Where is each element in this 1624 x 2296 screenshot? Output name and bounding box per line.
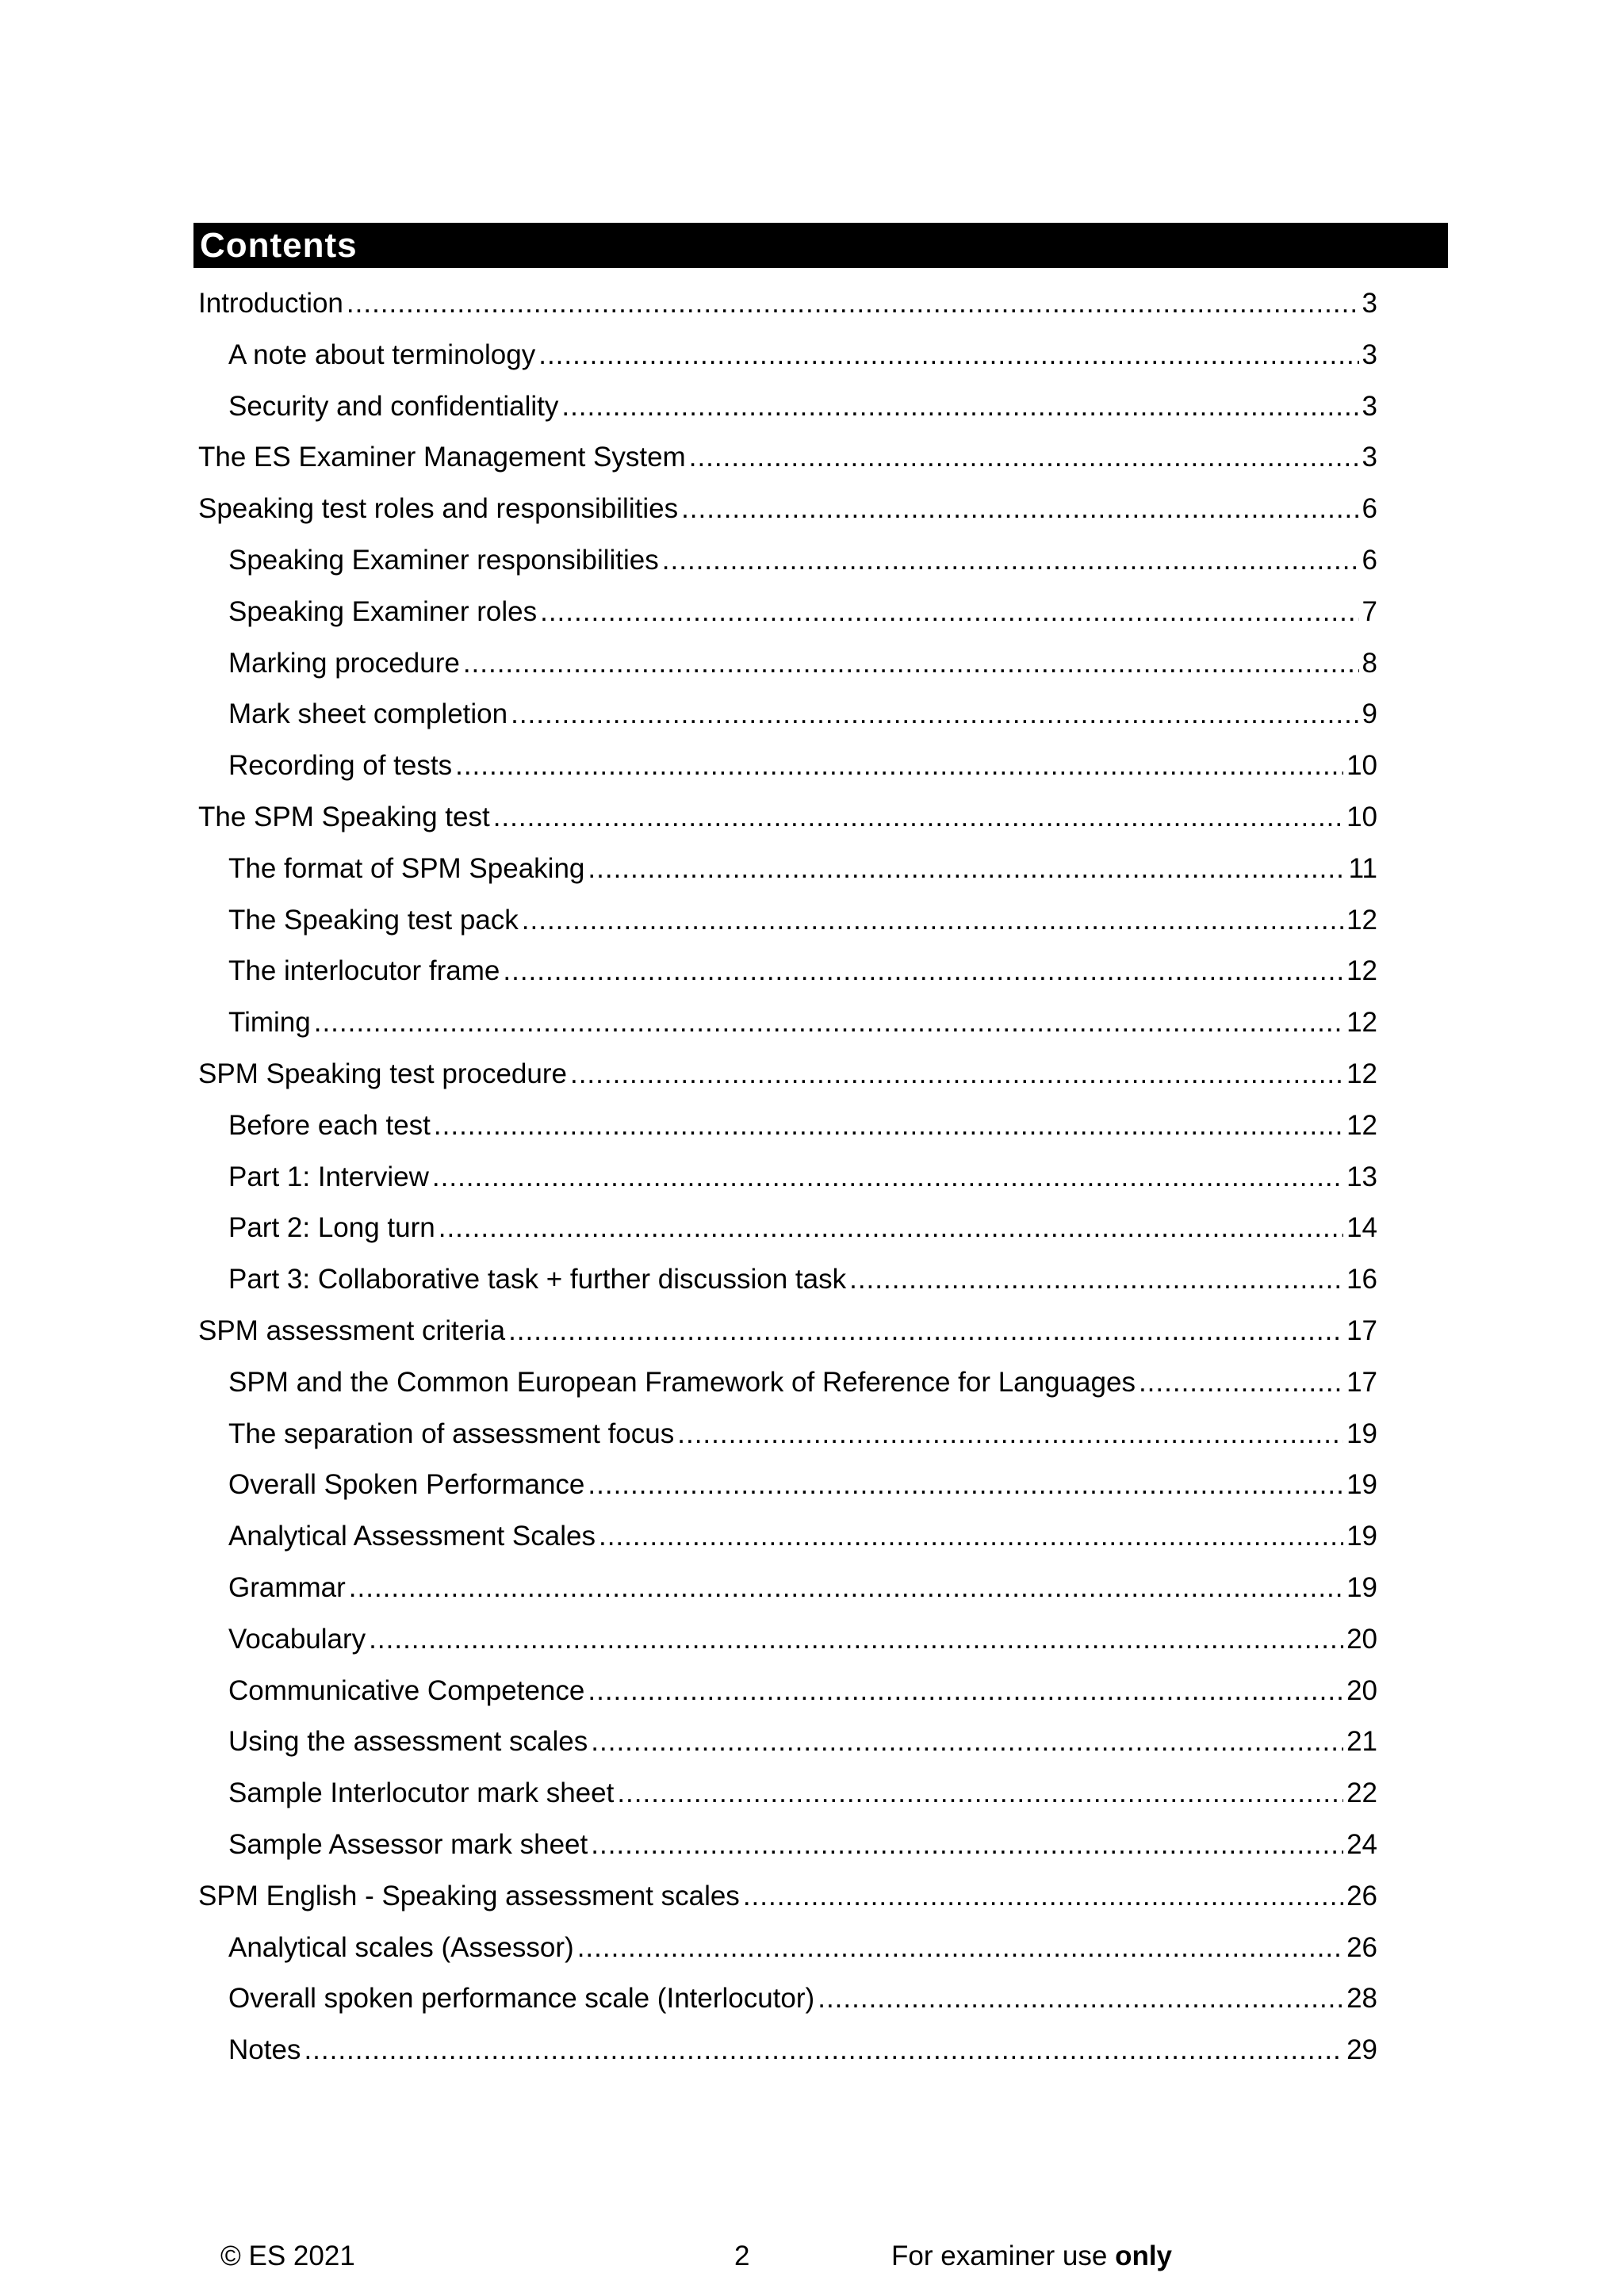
toc-entry-page-number: 7 bbox=[1362, 595, 1377, 627]
toc-entry-page-number: 6 bbox=[1362, 544, 1377, 576]
toc-entry-title: SPM Speaking test procedure bbox=[198, 1058, 567, 1089]
table-of-contents bbox=[198, 278, 1377, 2076]
toc-entry-title: Recording of tests bbox=[228, 750, 453, 782]
toc-entry[interactable] bbox=[198, 1614, 1377, 1666]
toc-entry[interactable] bbox=[198, 1666, 1377, 1717]
toc-entry-title: Sample Interlocutor mark sheet bbox=[228, 1777, 615, 1809]
toc-entry-page-number: 26 bbox=[1346, 1880, 1377, 1911]
toc-entry-title: Grammar bbox=[228, 1571, 346, 1603]
toc-entry[interactable] bbox=[198, 997, 1377, 1049]
toc-dot-leader bbox=[662, 535, 1359, 587]
toc-dot-leader bbox=[577, 1923, 1343, 1974]
toc-entry-title: SPM and the Common European Framework of Reference for Languages bbox=[228, 1366, 1136, 1398]
toc-dot-leader bbox=[849, 1254, 1343, 1306]
contents-heading: Contents bbox=[200, 226, 358, 265]
toc-entry[interactable] bbox=[198, 1820, 1377, 1871]
toc-dot-leader bbox=[570, 1049, 1343, 1100]
toc-dot-leader bbox=[591, 1716, 1343, 1768]
toc-dot-leader bbox=[588, 1666, 1343, 1717]
toc-entry[interactable] bbox=[198, 381, 1377, 433]
toc-entry[interactable] bbox=[198, 1973, 1377, 2025]
toc-entry[interactable] bbox=[198, 1923, 1377, 1974]
toc-entry-title: Before each test bbox=[228, 1109, 431, 1141]
toc-entry-title: Sample Assessor mark sheet bbox=[228, 1828, 588, 1860]
toc-entry[interactable] bbox=[198, 895, 1377, 947]
toc-entry-title: Vocabulary bbox=[228, 1623, 366, 1655]
toc-entry-title: The Speaking test pack bbox=[228, 904, 519, 936]
toc-entry-title: Speaking Examiner roles bbox=[228, 595, 538, 627]
toc-entry-title: Notes bbox=[228, 2034, 301, 2066]
toc-entry[interactable] bbox=[198, 740, 1377, 792]
toc-entry[interactable] bbox=[198, 1203, 1377, 1254]
toc-entry[interactable] bbox=[198, 1254, 1377, 1306]
toc-entry-title: Security and confidentiality bbox=[228, 390, 559, 422]
toc-entry[interactable] bbox=[198, 946, 1377, 997]
toc-entry-page-number: 22 bbox=[1346, 1777, 1377, 1809]
toc-entry[interactable] bbox=[198, 1409, 1377, 1460]
toc-entry[interactable] bbox=[198, 792, 1377, 844]
toc-dot-leader bbox=[617, 1768, 1343, 1820]
toc-entry[interactable] bbox=[198, 1460, 1377, 1511]
toc-entry-title: Timing bbox=[228, 1007, 311, 1039]
toc-entry-page-number: 26 bbox=[1346, 1931, 1377, 1963]
toc-dot-leader bbox=[743, 1871, 1343, 1923]
toc-dot-leader bbox=[588, 1460, 1343, 1511]
toc-dot-leader bbox=[432, 1152, 1343, 1203]
toc-entry[interactable] bbox=[198, 432, 1377, 484]
toc-entry-title: Using the assessment scales bbox=[228, 1726, 588, 1758]
toc-dot-leader bbox=[591, 1820, 1343, 1871]
toc-entry[interactable] bbox=[198, 587, 1377, 638]
toc-entry[interactable] bbox=[198, 484, 1377, 535]
toc-dot-leader bbox=[599, 1511, 1343, 1563]
toc-entry[interactable] bbox=[198, 1357, 1377, 1409]
toc-dot-leader bbox=[588, 844, 1345, 895]
toc-entry[interactable] bbox=[198, 278, 1377, 330]
toc-dot-leader bbox=[538, 330, 1358, 381]
toc-entry-title: Mark sheet completion bbox=[228, 698, 508, 730]
toc-entry-title: Overall spoken performance scale (Interlocutor) bbox=[228, 1983, 815, 2015]
toc-entry-page-number: 11 bbox=[1348, 852, 1377, 884]
toc-entry-page-number: 17 bbox=[1346, 1366, 1377, 1398]
toc-entry[interactable] bbox=[198, 1511, 1377, 1563]
toc-entry-title: Marking procedure bbox=[228, 647, 460, 679]
toc-entry-title: Part 2: Long turn bbox=[228, 1212, 435, 1244]
toc-entry-page-number: 13 bbox=[1346, 1161, 1377, 1192]
toc-dot-leader bbox=[455, 740, 1343, 792]
toc-dot-leader bbox=[349, 1563, 1343, 1614]
toc-entry-page-number: 16 bbox=[1346, 1264, 1377, 1295]
toc-entry-page-number: 17 bbox=[1346, 1314, 1377, 1346]
toc-entry-page-number: 12 bbox=[1346, 904, 1377, 936]
toc-entry-title: Speaking Examiner responsibilities bbox=[228, 544, 659, 576]
toc-entry-page-number: 12 bbox=[1346, 1007, 1377, 1039]
toc-dot-leader bbox=[503, 946, 1343, 997]
toc-entry-page-number: 14 bbox=[1346, 1212, 1377, 1244]
toc-dot-leader bbox=[1139, 1357, 1343, 1409]
toc-entry-title: Analytical scales (Assessor) bbox=[228, 1931, 574, 1963]
toc-entry-title: SPM English - Speaking assessment scales bbox=[198, 1880, 740, 1911]
toc-entry-page-number: 19 bbox=[1346, 1571, 1377, 1603]
toc-entry[interactable] bbox=[198, 1306, 1377, 1357]
toc-dot-leader bbox=[681, 484, 1358, 535]
toc-entry-title: Part 1: Interview bbox=[228, 1161, 429, 1192]
toc-dot-leader bbox=[463, 638, 1359, 690]
toc-entry-page-number: 12 bbox=[1346, 1058, 1377, 1089]
toc-entry-page-number: 10 bbox=[1346, 750, 1377, 782]
footer-page-number: 2 bbox=[734, 2241, 750, 2271]
toc-entry-title: Overall Spoken Performance bbox=[228, 1469, 585, 1501]
toc-dot-leader bbox=[540, 587, 1358, 638]
toc-dot-leader bbox=[439, 1203, 1343, 1254]
toc-entry[interactable] bbox=[198, 1100, 1377, 1152]
toc-entry[interactable] bbox=[198, 535, 1377, 587]
toc-entry[interactable] bbox=[198, 1563, 1377, 1614]
toc-entry-title: Part 3: Collaborative task + further discussion task bbox=[228, 1264, 847, 1295]
toc-dot-leader bbox=[434, 1100, 1343, 1152]
toc-entry-title: The ES Examiner Management System bbox=[198, 442, 686, 473]
toc-entry-title: A note about terminology bbox=[228, 339, 536, 370]
toc-entry-page-number: 8 bbox=[1362, 647, 1377, 679]
contents-heading-bar bbox=[193, 223, 1448, 268]
toc-entry-page-number: 3 bbox=[1362, 442, 1377, 473]
toc-entry[interactable] bbox=[198, 1716, 1377, 1768]
toc-entry-page-number: 19 bbox=[1346, 1469, 1377, 1501]
toc-dot-leader bbox=[493, 792, 1343, 844]
toc-entry[interactable] bbox=[198, 638, 1377, 690]
toc-entry-title: Introduction bbox=[198, 288, 343, 319]
toc-entry-page-number: 3 bbox=[1362, 339, 1377, 370]
toc-entry-page-number: 20 bbox=[1346, 1674, 1377, 1706]
toc-entry[interactable] bbox=[198, 844, 1377, 895]
toc-entry[interactable] bbox=[198, 1152, 1377, 1203]
toc-dot-leader bbox=[677, 1409, 1343, 1460]
toc-dot-leader bbox=[304, 2025, 1343, 2076]
toc-entry-page-number: 12 bbox=[1346, 955, 1377, 987]
toc-entry-page-number: 10 bbox=[1346, 801, 1377, 832]
toc-entry-page-number: 3 bbox=[1362, 390, 1377, 422]
toc-entry-page-number: 19 bbox=[1346, 1418, 1377, 1449]
toc-dot-leader bbox=[314, 997, 1343, 1049]
footer-usage-note-text: For examiner use bbox=[891, 2241, 1116, 2271]
toc-entry-title: Communicative Competence bbox=[228, 1674, 585, 1706]
toc-entry[interactable] bbox=[198, 330, 1377, 381]
toc-entry[interactable] bbox=[198, 1049, 1377, 1100]
toc-entry-page-number: 24 bbox=[1346, 1828, 1377, 1860]
toc-entry[interactable] bbox=[198, 1768, 1377, 1820]
toc-entry-title: Speaking test roles and responsibilities bbox=[198, 493, 679, 525]
toc-dot-leader bbox=[511, 689, 1358, 740]
toc-entry[interactable] bbox=[198, 2025, 1377, 2076]
toc-entry-page-number: 12 bbox=[1346, 1109, 1377, 1141]
toc-entry-page-number: 6 bbox=[1362, 493, 1377, 525]
toc-entry-page-number: 21 bbox=[1346, 1726, 1377, 1758]
toc-entry[interactable] bbox=[198, 689, 1377, 740]
toc-entry-title: The SPM Speaking test bbox=[198, 801, 490, 832]
toc-entry-page-number: 20 bbox=[1346, 1623, 1377, 1655]
toc-dot-leader bbox=[561, 381, 1358, 433]
toc-entry-page-number: 29 bbox=[1346, 2034, 1377, 2066]
toc-entry-title: The separation of assessment focus bbox=[228, 1418, 675, 1449]
toc-entry-page-number: 19 bbox=[1346, 1521, 1377, 1552]
toc-entry-page-number: 3 bbox=[1362, 288, 1377, 319]
toc-entry-title: The format of SPM Speaking bbox=[228, 852, 585, 884]
toc-entry-page-number: 9 bbox=[1362, 698, 1377, 730]
footer-copyright: © ES 2021 bbox=[220, 2241, 355, 2271]
toc-dot-leader bbox=[508, 1306, 1343, 1357]
toc-entry-page-number: 28 bbox=[1346, 1983, 1377, 2015]
toc-dot-leader bbox=[369, 1614, 1343, 1666]
toc-entry-title: Analytical Assessment Scales bbox=[228, 1521, 596, 1552]
toc-entry-title: The interlocutor frame bbox=[228, 955, 500, 987]
toc-dot-leader bbox=[347, 278, 1359, 330]
toc-dot-leader bbox=[689, 432, 1359, 484]
footer-usage-note bbox=[891, 2241, 1172, 2272]
toc-dot-leader bbox=[522, 895, 1343, 947]
toc-entry-title: SPM assessment criteria bbox=[198, 1314, 506, 1346]
toc-dot-leader bbox=[818, 1973, 1343, 2025]
toc-entry[interactable] bbox=[198, 1871, 1377, 1923]
footer-usage-note-emphasis: only bbox=[1115, 2241, 1173, 2271]
